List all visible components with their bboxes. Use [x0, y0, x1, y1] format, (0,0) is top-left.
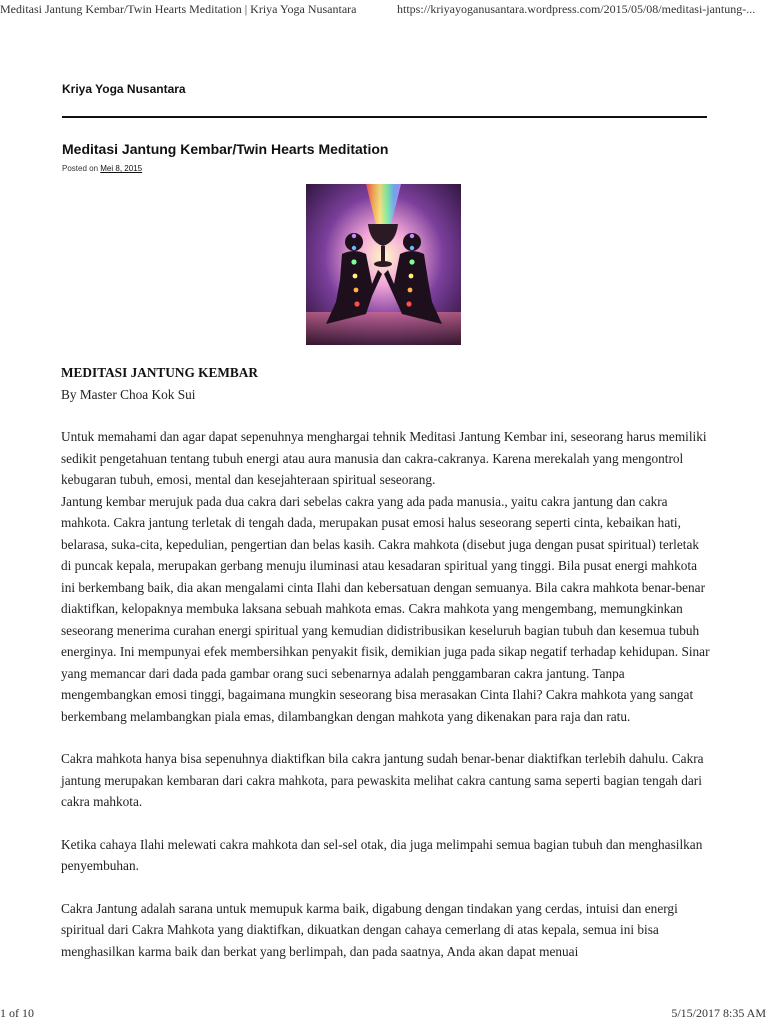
page-counter: 1 of 10 [0, 1006, 34, 1020]
paragraph-1: Untuk memahami dan agar dapat sepenuhnya menghargai tehnik Meditasi Jantung Kembar ini, seseorang harus memiliki sedikit pengetahuan tentang tubuh energi atau aura manusia dan cakra-cakranya. Karena merekalah yang mengontrol kebugaran tubuh, emosi, mental dan kesejahteraan spiritual seseorang. [61, 429, 707, 487]
post-content [61, 362, 711, 962]
paragraph-2: Jantung kembar merujuk pada dua cakra dari sebelas cakra yang ada pada manusia., yaitu cakra jantung dan cakra mahkota. Cakra jantung terletak di tengah dada, merupakan pusat emosi halus seseorang seperti cinta, kebaikan hati, belarasa, suka-cita, kepedulian, pengertian dan belas kasih. Cakra mahkota (disebut juga dengan pusat spiritual) terletak di puncak kepala, merupakan gerbang menuju iluminasi atau kesadaran spiritual yang tinggi. Bila pusat energi mahkota ini berkembang baik, dia akan mengalami cinta Ilahi dan kebersatuan dengan semuanya. Bila cakra mahkota benar-benar diaktifkan, kelopaknya membuka laksana sebuah mahkota emas. Cakra mahkota yang mengembang, memungkinkan seseorang menerima curahan energi spiritual yang kemudian didistribusikan keseluruh bagian tubuh dan kesemua tubuh energinya. Ini mempunyai efek membersihkan penyakit fisik, demikian juga pada sikap negatif terhadap kehidupan. Sinar yang memancar dari dada pada gambar orang suci sebenarnya adalah penggambaran cakra jantung. Tanpa mengembangkan emosi tinggi, bagaimana mungkin seseorang bisa merasakan Cinta Ilahi? Cakra mahkota yang sangat berkembang melambangkan piala emas, dilambangkan dengan mahkota yang dikenakan para raja dan ratu. [61, 493, 710, 724]
paragraph-3: Cakra mahkota hanya bisa sepenuhnya diaktifkan bila cakra jantung sudah benar-benar diaktifkan terlebih dahulu. Cakra jantung merupakan kembaran dari cakra mahkota, para pewaskita melihat cakra cantung sama seperti bagian tengah dari cakra mahkota. [61, 751, 704, 809]
header-divider [62, 116, 707, 118]
twin-hearts-meditation-image [306, 184, 461, 345]
print-header-url: https://kriyayoganusantara.wordpress.com/2015/05/08/meditasi-jantung-... [397, 2, 756, 16]
post-meta [62, 164, 142, 173]
post-date-link[interactable]: Mei 8, 2015 [100, 164, 143, 173]
paragraph-5: Cakra Jantung adalah sarana untuk memupuk karma baik, digabung dengan tindakan yang cerdas, intuisi dan energi spiritual dari Cakra Mahkota yang diaktifkan, dikuatkan dengan cahaya cemerlang di atas kepala, semua ini bisa menghasilkan karma baik dan berkat yang berlimpah, dan pada saatnya, Anda akan dapat menuai [61, 900, 678, 959]
site-title[interactable]: Kriya Yoga Nusantara [62, 82, 186, 96]
author-line: By Master Choa Kok Sui [61, 386, 196, 402]
article-heading: MEDITASI JANTUNG KEMBAR [61, 365, 259, 380]
print-footer [0, 1006, 768, 1022]
paragraph-4: Ketika cahaya Ilahi melewati cakra mahkota dan sel-sel otak, dia juga melimpahi semua bagian tubuh dan menghasilkan penyembuhan. [61, 836, 703, 873]
print-header-title: Meditasi Jantung Kembar/Twin Hearts Meditation | Kriya Yoga Nusantara [0, 2, 357, 16]
print-datetime: 5/15/2017 8:35 AM [671, 1006, 766, 1020]
post-title[interactable]: Meditasi Jantung Kembar/Twin Hearts Meditation [62, 141, 389, 157]
print-header [0, 2, 768, 18]
posted-on-label: Posted on [62, 164, 99, 173]
